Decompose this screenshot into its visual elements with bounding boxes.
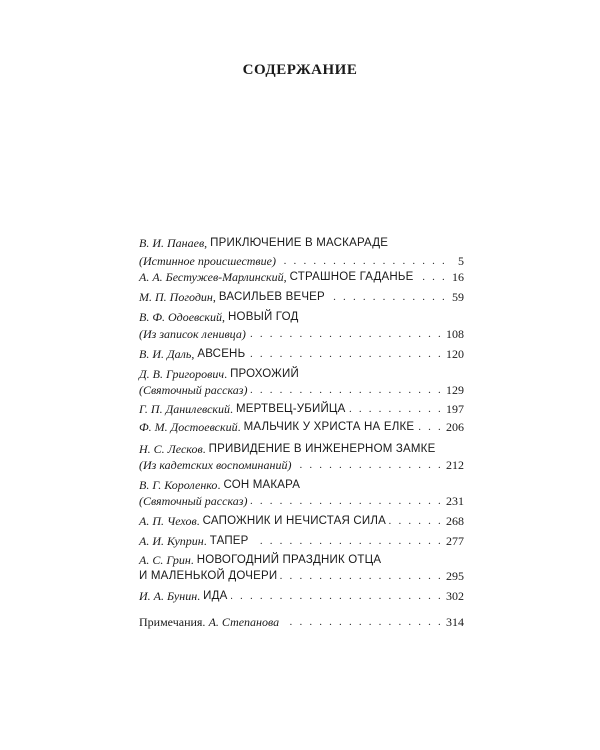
toc-entry-sub-line bbox=[139, 381, 464, 399]
dot-leader bbox=[250, 492, 443, 510]
entry-title: СОН МАКАРА bbox=[223, 479, 301, 491]
notes-label: Примечания. bbox=[139, 615, 206, 629]
entry-title: СТРАШНОЕ ГАДАНЬЕ bbox=[289, 271, 414, 283]
toc-entry: А. А. Бестужев-Марлинский , СТРАШНОЕ ГАДАНЬЕ . . . 16 bbox=[139, 268, 464, 286]
entry-author: В. Ф. Одоевский bbox=[139, 310, 223, 324]
entry-page-number: 295 bbox=[446, 569, 464, 583]
dot-leader bbox=[417, 268, 447, 286]
toc-entry-sub-line bbox=[139, 456, 464, 474]
dot-leader bbox=[389, 512, 443, 530]
entry-page-number: 197 bbox=[446, 402, 464, 416]
entry-title: ВАСИЛЬЕВ ВЕЧЕР bbox=[218, 291, 325, 303]
entry-subtitle: (Святочный рассказ) bbox=[139, 494, 248, 508]
entry-author: Г. П. Данилевский bbox=[139, 402, 231, 416]
entry-title: НОВОГОДНИЙ ПРАЗДНИК ОТЦА bbox=[196, 554, 382, 566]
dot-leader bbox=[249, 325, 443, 343]
entry-page-number: 231 bbox=[446, 494, 464, 508]
entry-title: ПРОХОЖИЙ bbox=[230, 368, 299, 380]
entry-page-number: 314 bbox=[446, 615, 464, 629]
entry-page-number: 268 bbox=[446, 514, 464, 528]
entry-title: ПРИКЛЮЧЕНИЕ В МАСКАРАДЕ bbox=[210, 237, 389, 249]
entry-author: Д. В. Григорович bbox=[139, 367, 225, 381]
toc-entry: А. И. Куприн . ТАПЕР . . . 277 bbox=[139, 532, 464, 550]
dot-leader bbox=[417, 418, 443, 436]
dot-leader bbox=[280, 567, 443, 585]
entry-page-number: 59 bbox=[452, 290, 464, 304]
dot-leader bbox=[248, 345, 443, 363]
entry-title: ТАПЕР bbox=[209, 535, 249, 547]
toc-entry: М. П. Погодин , ВАСИЛЬЕВ ВЕЧЕР . . . 59 bbox=[139, 288, 464, 306]
entry-page-number: 212 bbox=[446, 458, 464, 472]
entry-title: ИДА bbox=[203, 590, 228, 602]
entry-author: М. П. Погодин bbox=[139, 290, 213, 304]
entry-page-number: 302 bbox=[446, 589, 464, 603]
toc-entry-author-line: Д. В. Григорович . ПРОХОЖИЙ bbox=[139, 367, 299, 381]
toc-entry: Ф. М. Достоевский . МАЛЬЧИК У ХРИСТА НА ЕЛКЕ . . . 206 bbox=[139, 418, 464, 436]
entry-author: В. И. Даль bbox=[139, 347, 192, 361]
entry-subtitle: (Из записок ленивца) bbox=[139, 327, 246, 341]
toc-entry: В. И. Даль , АВСЕНЬ . . . 120 bbox=[139, 345, 464, 363]
toc-entry-sub-line bbox=[139, 492, 464, 510]
toc-entry-author-line: В. Ф. Одоевский , НОВЫЙ ГОД bbox=[139, 310, 299, 324]
entry-author: В. И. Панаев bbox=[139, 236, 205, 250]
entry-title: МАЛЬЧИК У ХРИСТА НА ЕЛКЕ bbox=[243, 421, 415, 433]
entry-title-continued: И МАЛЕНЬКОЙ ДОЧЕРИ bbox=[139, 570, 278, 582]
dot-leader bbox=[231, 587, 444, 605]
dot-leader bbox=[349, 400, 444, 418]
entry-subtitle: (Истинное происшествие) bbox=[139, 254, 276, 268]
entry-author: А. А. Бестужев-Марлинский bbox=[139, 270, 284, 284]
entry-author: И. А. Бунин bbox=[139, 589, 198, 603]
entry-subtitle: (Святочный рассказ) bbox=[139, 383, 248, 397]
toc-entry-author-line: В. И. Панаев , ПРИКЛЮЧЕНИЕ В МАСКАРАДЕ bbox=[139, 236, 389, 250]
entry-page-number: 5 bbox=[458, 254, 464, 268]
entry-title: АВСЕНЬ bbox=[197, 348, 246, 360]
toc-entry: А. П. Чехов . САПОЖНИК И НЕЧИСТАЯ СИЛА . . . 268 bbox=[139, 512, 464, 530]
toc-entry-sub-line bbox=[139, 567, 464, 585]
toc-notes-entry bbox=[139, 613, 464, 631]
toc-entry-author-line: Н. С. Лесков . ПРИВИДЕНИЕ В ИНЖЕНЕРНОМ ЗАМКЕ bbox=[139, 442, 436, 456]
dot-leader bbox=[250, 381, 443, 399]
toc-entry-author-line: А. С. Грин . НОВОГОДНИЙ ПРАЗДНИК ОТЦА bbox=[139, 553, 382, 567]
entry-author: В. Г. Короленко bbox=[139, 478, 218, 492]
entry-title: ПРИВИДЕНИЕ В ИНЖЕНЕРНОМ ЗАМКЕ bbox=[208, 443, 436, 455]
entry-subtitle: (Из кадетских воспоминаний) bbox=[139, 458, 292, 472]
dot-leader bbox=[294, 456, 443, 474]
dot-leader bbox=[328, 288, 447, 306]
entry-page-number: 277 bbox=[446, 534, 464, 548]
entry-author: Ф. М. Достоевский bbox=[139, 420, 238, 434]
toc-entry: И. А. Бунин . ИДА . . . 302 bbox=[139, 587, 464, 605]
entry-page-number: 16 bbox=[452, 270, 464, 284]
toc-entry: Г. П. Данилевский . МЕРТВЕЦ-УБИЙЦА . . . 197 bbox=[139, 400, 464, 418]
page-title: СОДЕРЖАНИЕ bbox=[242, 62, 358, 78]
entry-author: А. П. Чехов bbox=[139, 514, 197, 528]
dot-leader bbox=[282, 613, 443, 631]
notes-author: А. Степанова bbox=[208, 615, 280, 629]
entry-page-number: 120 bbox=[446, 347, 464, 361]
entry-author: А. С. Грин bbox=[139, 553, 191, 567]
toc-entry-sub-line bbox=[139, 325, 464, 343]
entry-page-number: 108 bbox=[446, 327, 464, 341]
entry-author: Н. С. Лесков bbox=[139, 442, 203, 456]
entry-title: САПОЖНИК И НЕЧИСТАЯ СИЛА bbox=[202, 515, 386, 527]
entry-page-number: 206 bbox=[446, 420, 464, 434]
entry-title: НОВЫЙ ГОД bbox=[228, 311, 299, 323]
dot-leader bbox=[252, 532, 443, 550]
toc-entry-author-line: В. Г. Короленко . СОН МАКАРА bbox=[139, 478, 301, 492]
entry-author: А. И. Куприн bbox=[139, 534, 204, 548]
entry-page-number: 129 bbox=[446, 383, 464, 397]
entry-title: МЕРТВЕЦ-УБИЙЦА bbox=[236, 403, 346, 415]
